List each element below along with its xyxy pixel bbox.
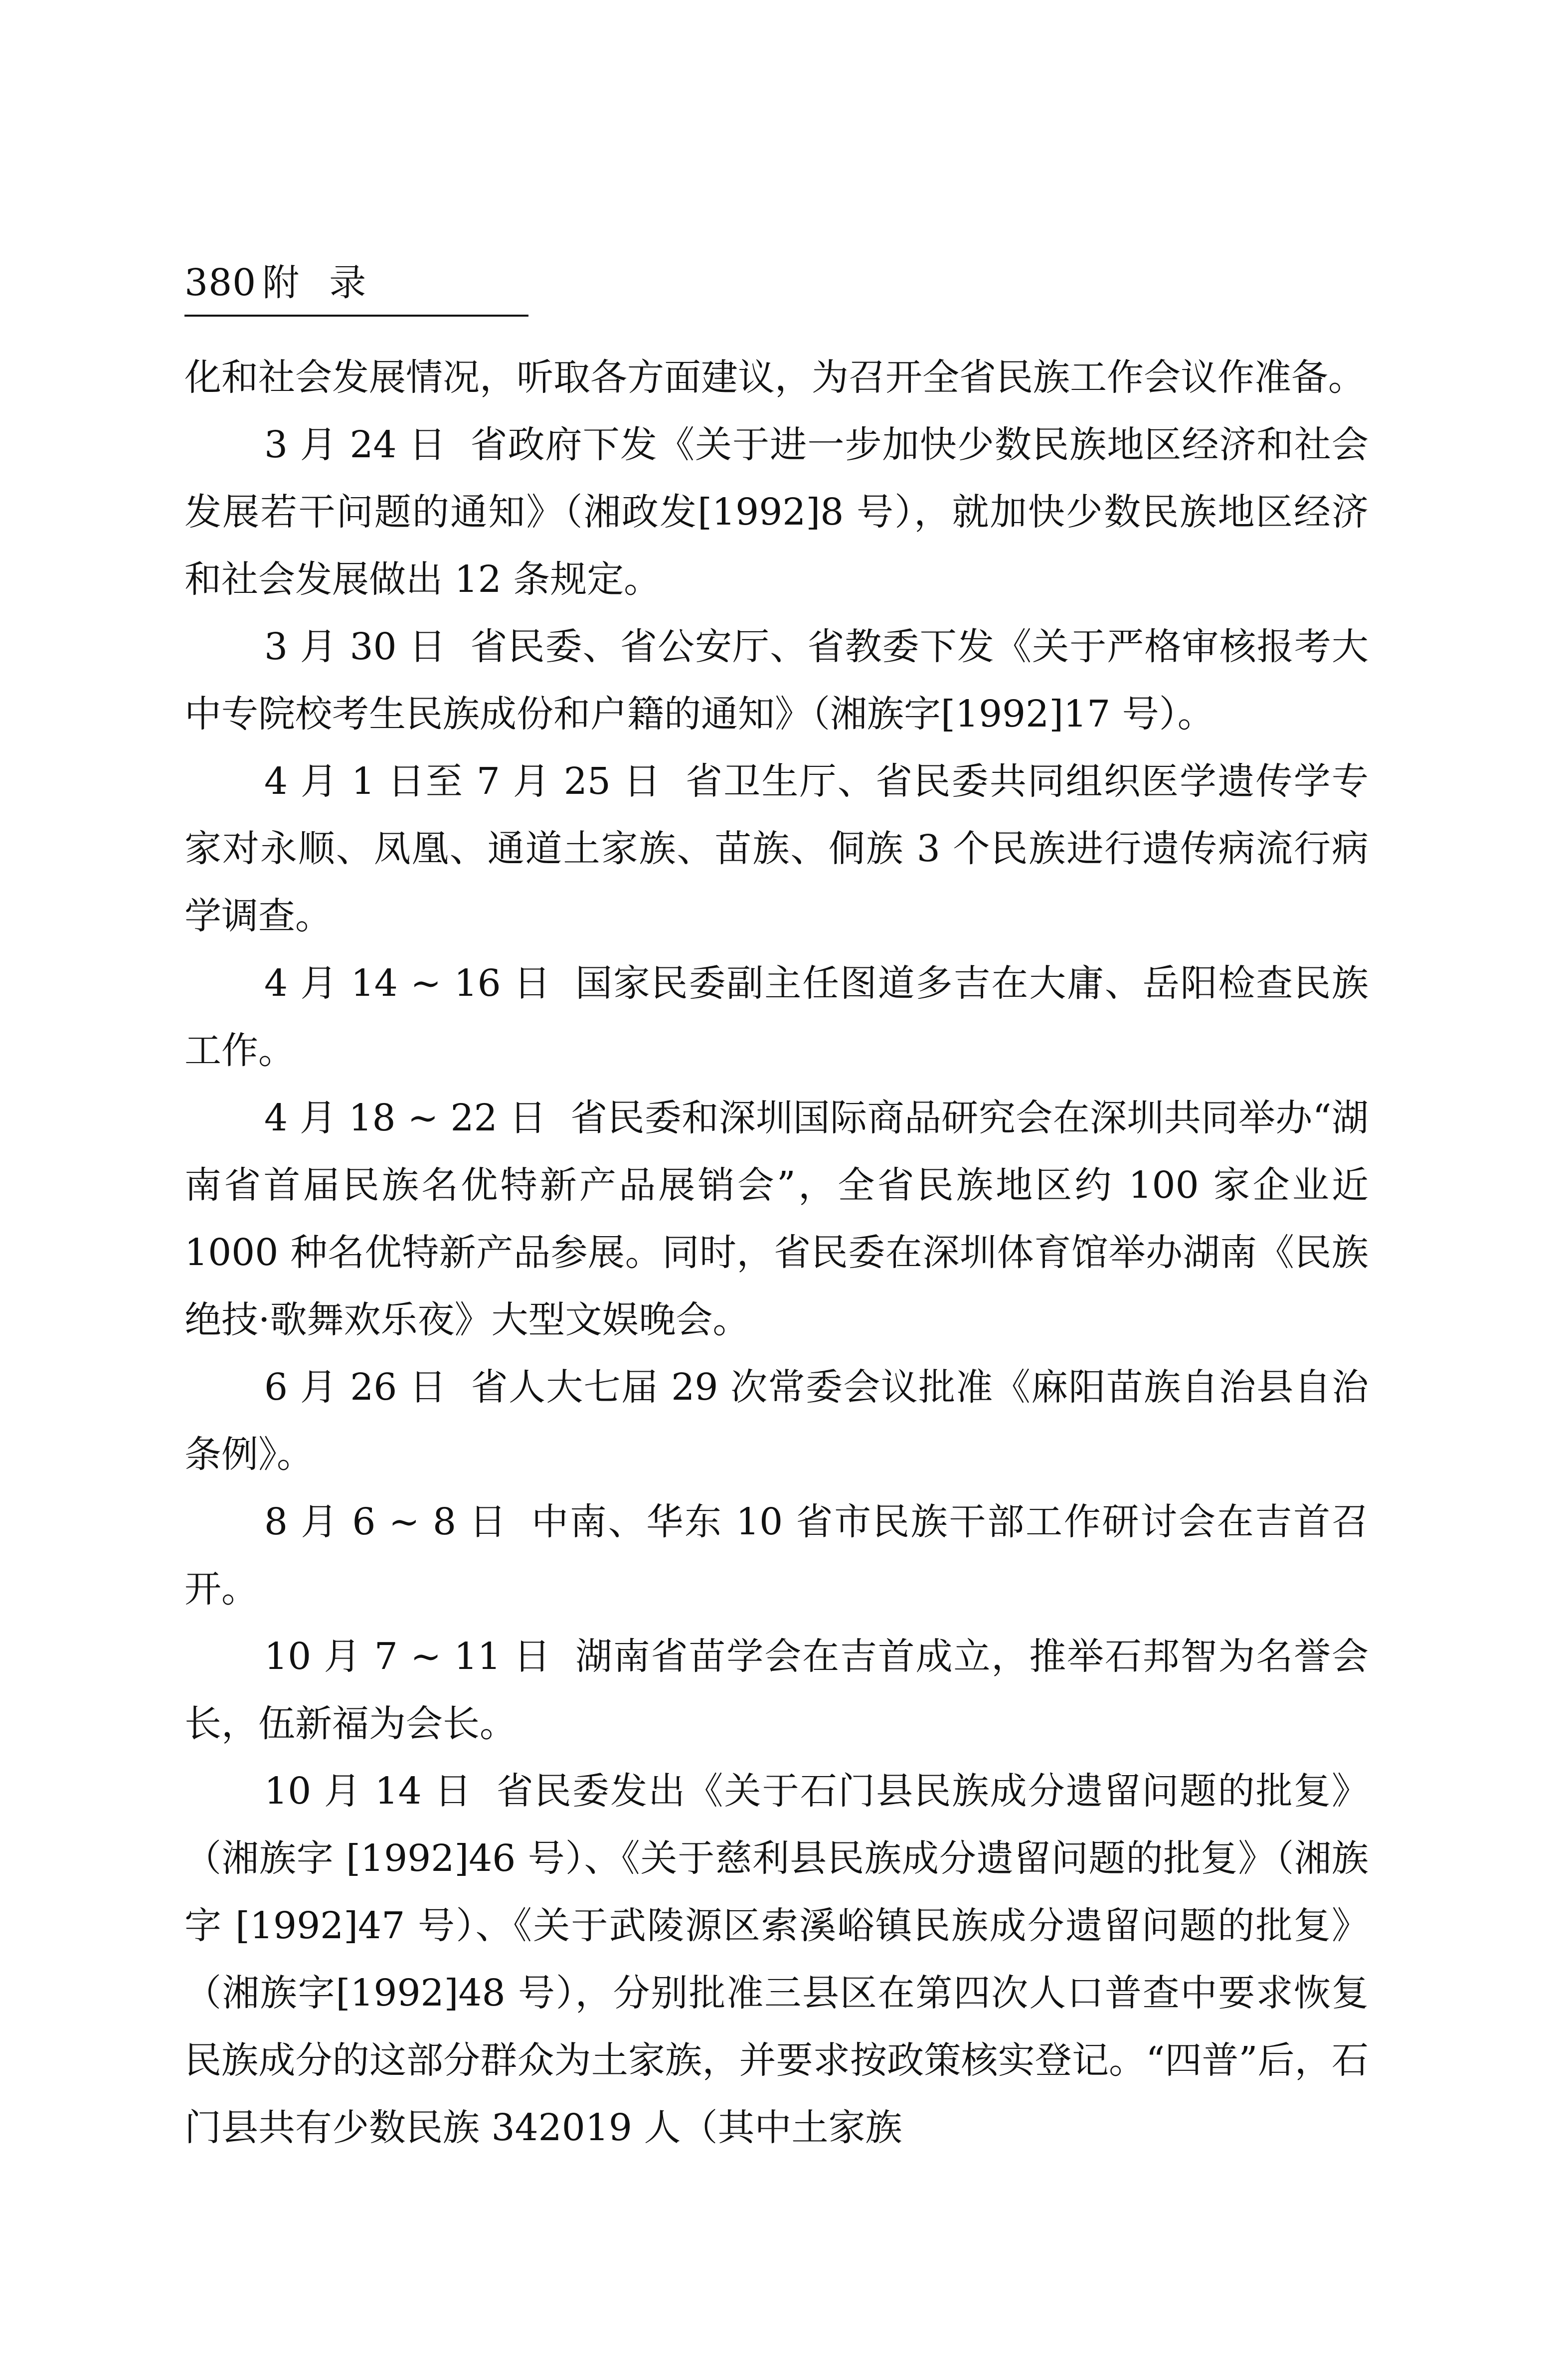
chronicle-entry <box>184 1488 1369 1623</box>
chronicle-entry <box>184 411 1369 613</box>
chronicle-entry <box>184 748 1369 950</box>
entry-text: 省民委、省公安厅、省教委下发《关于严格审核报考大中专院校考生民族成份和户籍的通知》（湘族字[1992]17 号）。 <box>184 625 1369 735</box>
entry-text: 中南、华东 10 省市民族干部工作研讨会在吉首召开。 <box>184 1500 1369 1611</box>
entry-date: 3 月 24 日 <box>264 423 447 466</box>
entry-text: 省政府下发《关于进一步加快少数民族地区经济和社会发展若干问题的通知》（湘政发[1992]8 号），就加快少数民族地区经济和社会发展做出 12 条规定。 <box>184 423 1369 601</box>
entry-date: 3 月 30 日 <box>264 625 447 668</box>
chronicle-entry <box>184 1623 1369 1758</box>
page-number: 380 <box>184 261 257 304</box>
entry-date: 4 月 14 ~ 16 日 <box>264 962 551 1005</box>
entry-date: 10 月 7 ~ 11 日 <box>264 1635 551 1678</box>
paragraph-continuation <box>184 344 1369 411</box>
entry-text: 省民委发出《关于石门县民族成分遗留问题的批复》（湘族字 [1992]46 号）、《关于慈利县民族成分遗留问题的批复》（湘族字 [1992]47 号）、《关于武陵源区索溪峪镇民族成分遗留问题的批复》（湘族字[1992]48 号），分别批准三县区在第四次人口普查中要求恢复民族成分的这部分群众为土家族，并要求按政策核实登记。“四普”后，石门县共有少数民族 342019 人（其中土家族 <box>184 1770 1369 2149</box>
entry-date: 8 月 6 ~ 8 日 <box>264 1500 508 1543</box>
entry-date: 6 月 26 日 <box>264 1366 447 1409</box>
chronicle-entry <box>184 1354 1369 1488</box>
chronicle-entry <box>184 1085 1369 1354</box>
chronicle-entry <box>184 950 1369 1085</box>
section-title: 附录 <box>262 261 396 304</box>
entry-date: 4 月 1 日至 7 月 25 日 <box>264 760 662 803</box>
entry-text: 湖南省苗学会在吉首成立，推举石邦智为名誉会长，伍新福为会长。 <box>184 1635 1369 1745</box>
page-header <box>184 249 528 317</box>
entry-text: 省民委和深圳国际商品研究会在深圳共同举办“湖南省首届民族名优特新产品展销会”，全省民族地区约 100 家企业近 1000 种名优特新产品参展。同时，省民委在深圳体育馆举办湖南《民族绝技·歌舞欢乐夜》大型文娱晚会。 <box>184 1097 1369 1341</box>
entry-date: 10 月 14 日 <box>264 1770 473 1813</box>
chronicle-entry <box>184 613 1369 748</box>
body-text <box>184 344 1369 2162</box>
entry-date: 4 月 18 ~ 22 日 <box>264 1097 547 1139</box>
entry-text: 省人大七届 29 次常委会议批准《麻阳苗族自治县自治条例》。 <box>184 1366 1369 1476</box>
chronicle-entry <box>184 1758 1369 2162</box>
paragraph-text: 化和社会发展情况，听取各方面建议，为召开全省民族工作会议作准备。 <box>184 356 1365 399</box>
entry-text: 省卫生厅、省民委共同组织医学遗传学专家对永顺、凤凰、通道土家族、苗族、侗族 3 个民族进行遗传病流行病学调查。 <box>184 760 1369 937</box>
entry-text: 国家民委副主任图道多吉在大庸、岳阳检查民族工作。 <box>184 962 1369 1072</box>
